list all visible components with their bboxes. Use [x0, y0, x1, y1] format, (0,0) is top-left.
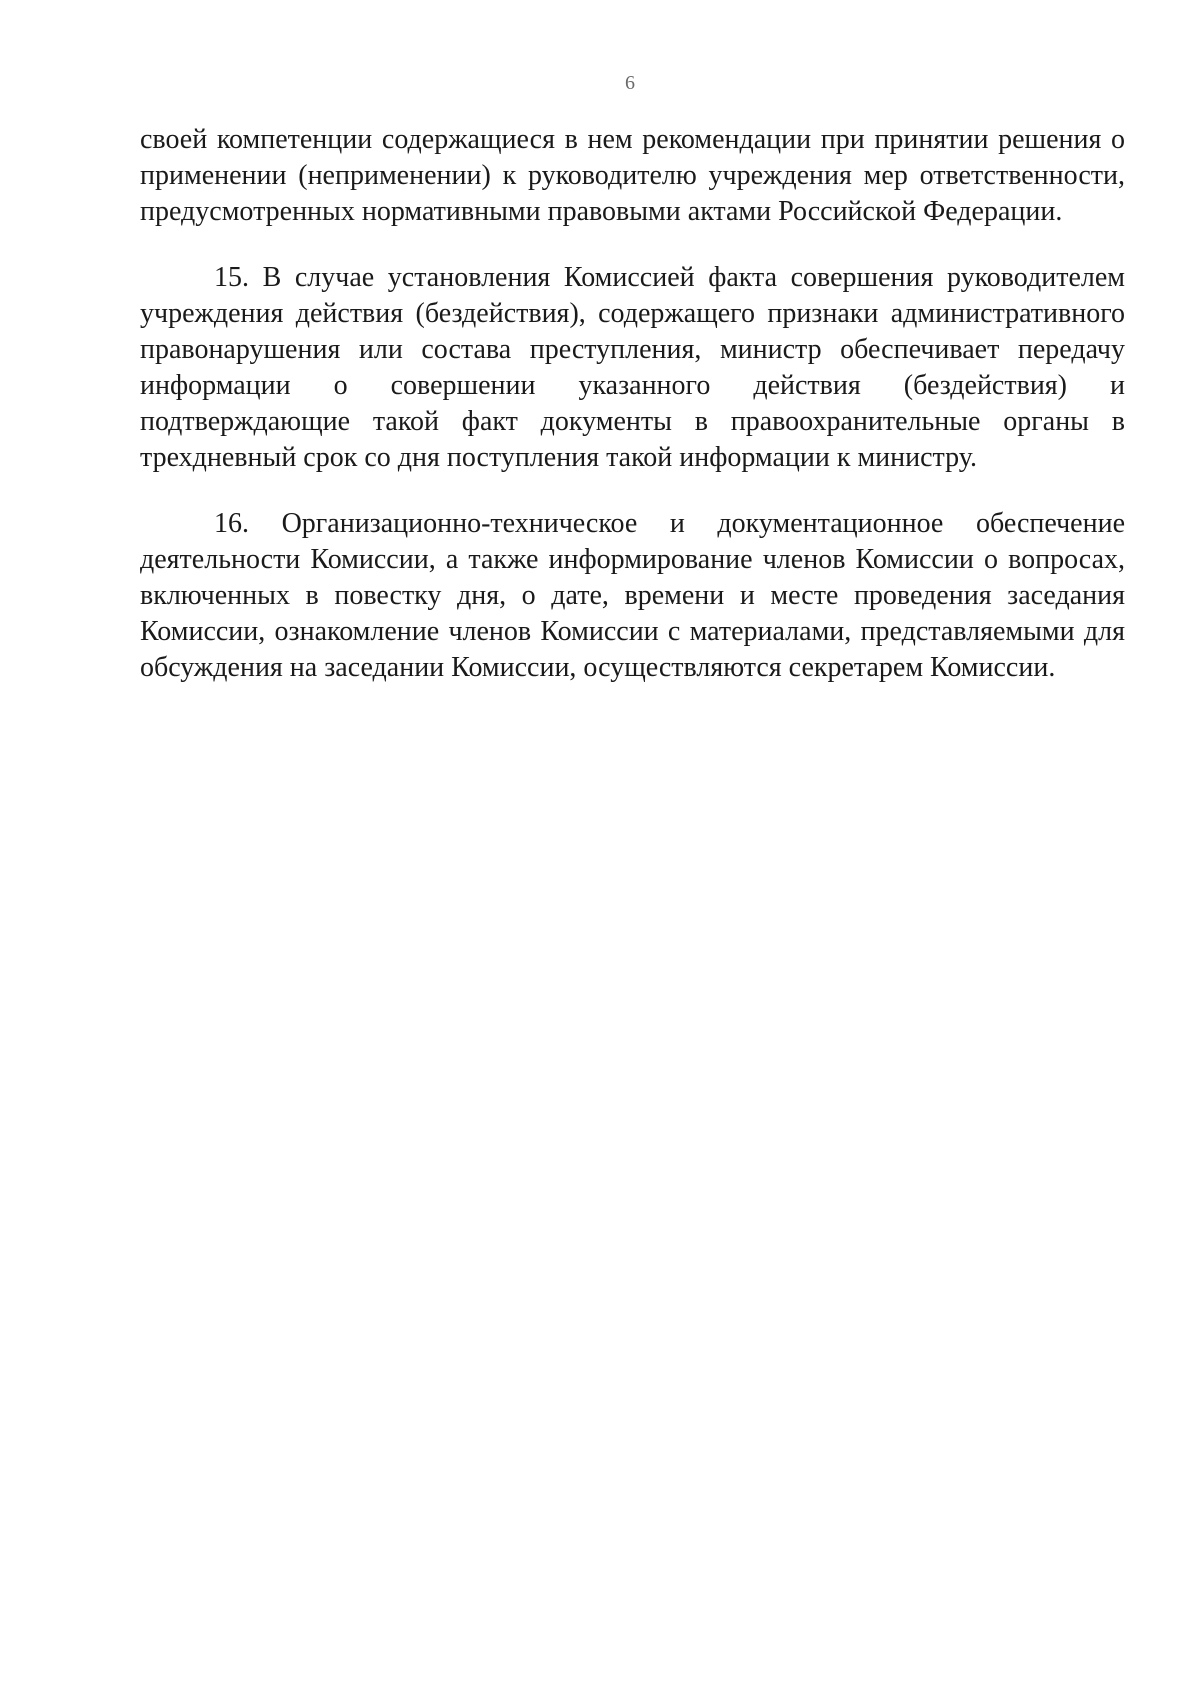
paragraph-15: 15. В случае установления Комиссией факта совершения руководителем учреждения действия (бездействия), содержащего признаки административного правонарушения или состава преступления, министр обеспечивает передачу информации о совершении указанного действия (бездействия) и подтверждающие такой факт документы в правоохранительные органы в трехдневный срок со дня поступления такой информации к министру. — [140, 262, 1125, 473]
paragraph-16: 16. Организационно-техническое и документационное обеспечение деятельности Комиссии, а также информирование членов Комиссии о вопросах, включенных в повестку дня, о дате, времени и месте проведения заседания Комиссии, ознакомление членов Комиссии с материалами, представляемыми для обсуждения на заседании Комиссии, осуществляются секретарем Комиссии. — [140, 508, 1125, 683]
paragraph-continuation: своей компетенции содержащиеся в нем рекомендации при принятии решения о применении (неприменении) к руководителю учреждения мер ответственности, предусмотренных нормативными правовыми актами Российской Федерации. — [140, 124, 1125, 227]
page-number: 6 — [625, 72, 635, 94]
document-body — [140, 122, 1125, 686]
